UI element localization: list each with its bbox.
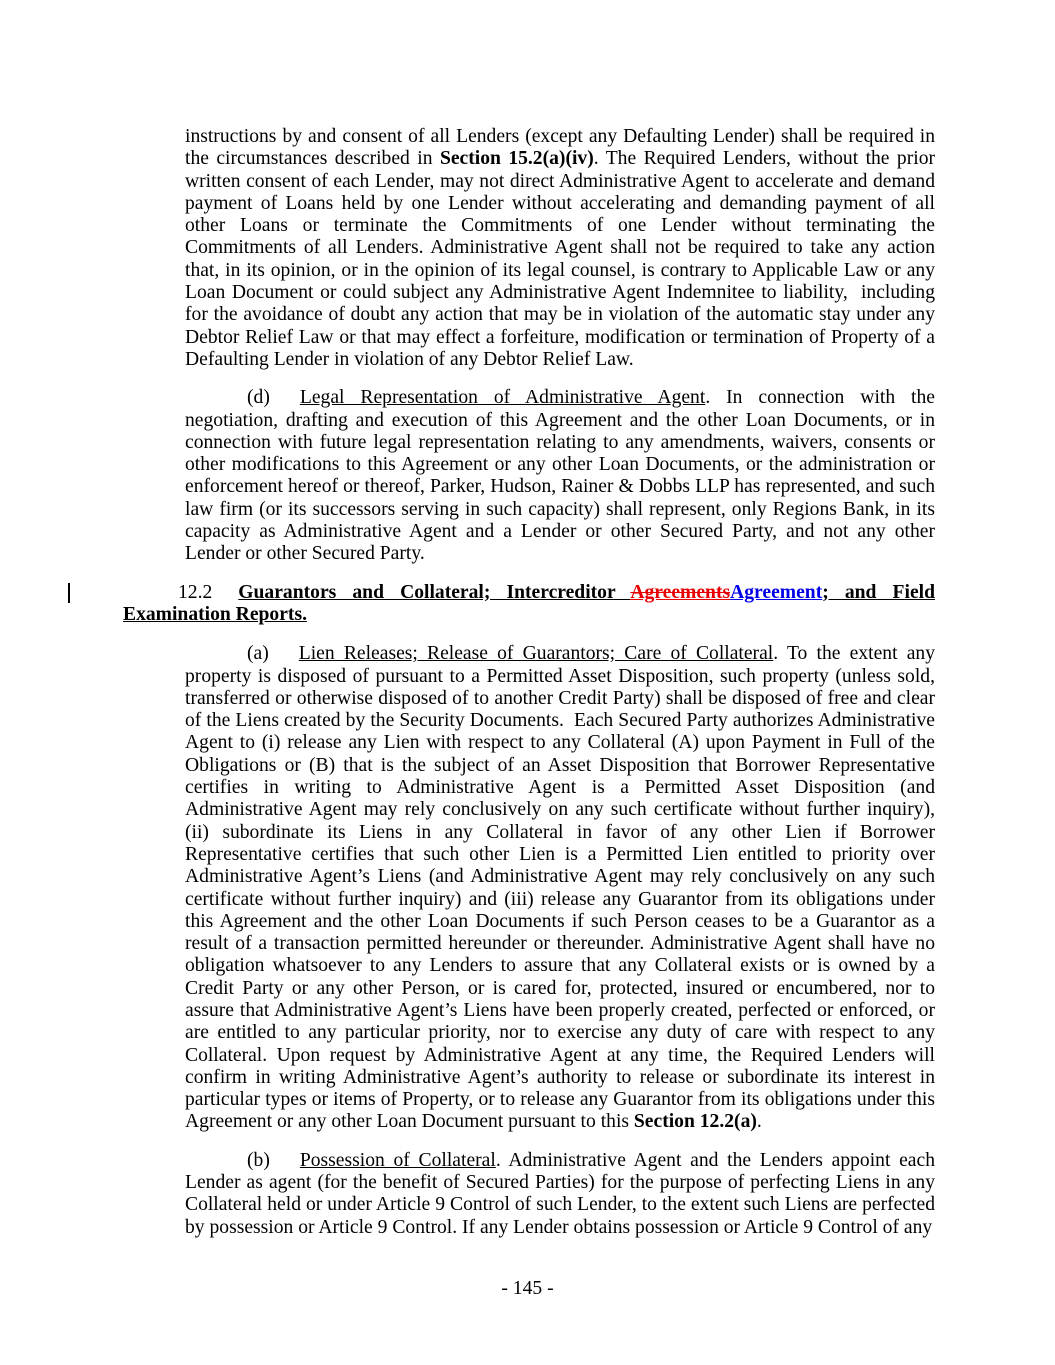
paragraph-a-lien-releases: (a) Lien Releases; Release of Guarantors; Care of Collateral. To the extent any property is disposed of pursuant to a Permitted Asset Disposition, such property (unless sold, transferred or otherwise disposed of to another Credit Party) shall be disposed of free and clear of the Liens created by the Security Documents. Each Secured Party authorizes Administrative Agent to (i) release any Lien with respect to any Collateral (A) upon Payment in Full of the Obligations or (B) that is the subject of an Asset Disposition that Borrower Representative certifies in writing to Administrative Agent is a Permitted Asset Disposition (and Administrative Agent may rely conclusively on any such certificate without further inquiry), (ii) subordinate its Liens in any Collateral in favor of any other Lien if Borrower Representative certifies that such other Lien is a Permitted Lien entitled to priority over Administrative Agent’s Liens (and Administrative Agent may rely conclusively on any such certificate without further inquiry) and (iii) release any Guarantor from its obligations under this Agreement and the other Loan Documents if such Person ceases to be a Guarantor as a result of a transaction permitted hereunder or thereunder. Administrative Agent shall have no obligation whatsoever to any Lenders to assure that any Collateral exists or is owned by a Credit Party or any other Person, or is cared for, protected, insured or encumbered, nor to assure that Administrative Agent’s Liens have been properly created, perfected or enforced, or are entitled to any particular priority, nor to exercise any duty of care with respect to any Collateral. Upon request by Administrative Agent at any time, the Required Lenders will confirm in writing Administrative Agent’s authority to release or subordinate its interest in particular types or items of Property, or to release any Guarantor from its obligations under this Agreement or any other Loan Document pursuant to this Section 12.2(a).	[185, 643, 936, 1133]
page-body	[123, 126, 936, 1255]
change-bar	[68, 583, 70, 603]
section-heading-12-2: 12.2 Guarantors and Collateral; Intercreditor AgreementsAgreement; and Field Examination Reports.	[123, 582, 935, 627]
paragraph-b-possession-of-collateral: (b) Possession of Collateral. Administrative Agent and the Lenders appoint each Lender as agent (for the benefit of Secured Parties) for the purpose of perfecting Liens in any Collateral held or under Article 9 Control of such Lender, to the extent such Liens are perfected by possession or Article 9 Control. If any Lender obtains possession or Article 9 Control of any	[185, 1149, 935, 1238]
paragraph-d-legal-representation: (d) Legal Representation of Administrative Agent. In connection with the negotiation, drafting and execution of this Agreement and the other Loan Documents, or in connection with future legal representation relating to any amendments, waivers, consents or other modifications to this Agreement or any other Loan Documents, or the administration or enforcement hereof or thereof, Parker, Hudson, Rainer & Dobbs LLP has represented, and such law firm (or its successors serving in such capacity) shall represent, only Regions Bank, in its capacity as Administrative Agent and a Lender or other Secured Party, and not any other Lender or other Secured Party.	[185, 387, 935, 565]
paragraph-continuation: instructions by and consent of all Lenders (except any Defaulting Lender) shall be required in the circumstances described in Section 15.2(a)(iv). The Required Lenders, without the prior written consent of each Lender, may not direct Administrative Agent to accelerate and demand payment of Loans held by one Lender without accelerating and demanding payment of all other Loans or terminate the Commitments of one Lender without terminating the Commitments of all Lenders. Administrative Agent shall not be required to take any action that, in its opinion, or in the opinion of its legal counsel, is contrary to Applicable Law or any Loan Document or could subject any Administrative Agent Indemnitee to liability, including for the avoidance of doubt any action that may be in violation of the automatic stay under any Debtor Relief Law or that may effect a forfeiture, modification or termination of Property of a Defaulting Lender in violation of any Debtor Relief Law.	[185, 126, 936, 370]
page-number: - 145 -	[501, 1278, 554, 1299]
